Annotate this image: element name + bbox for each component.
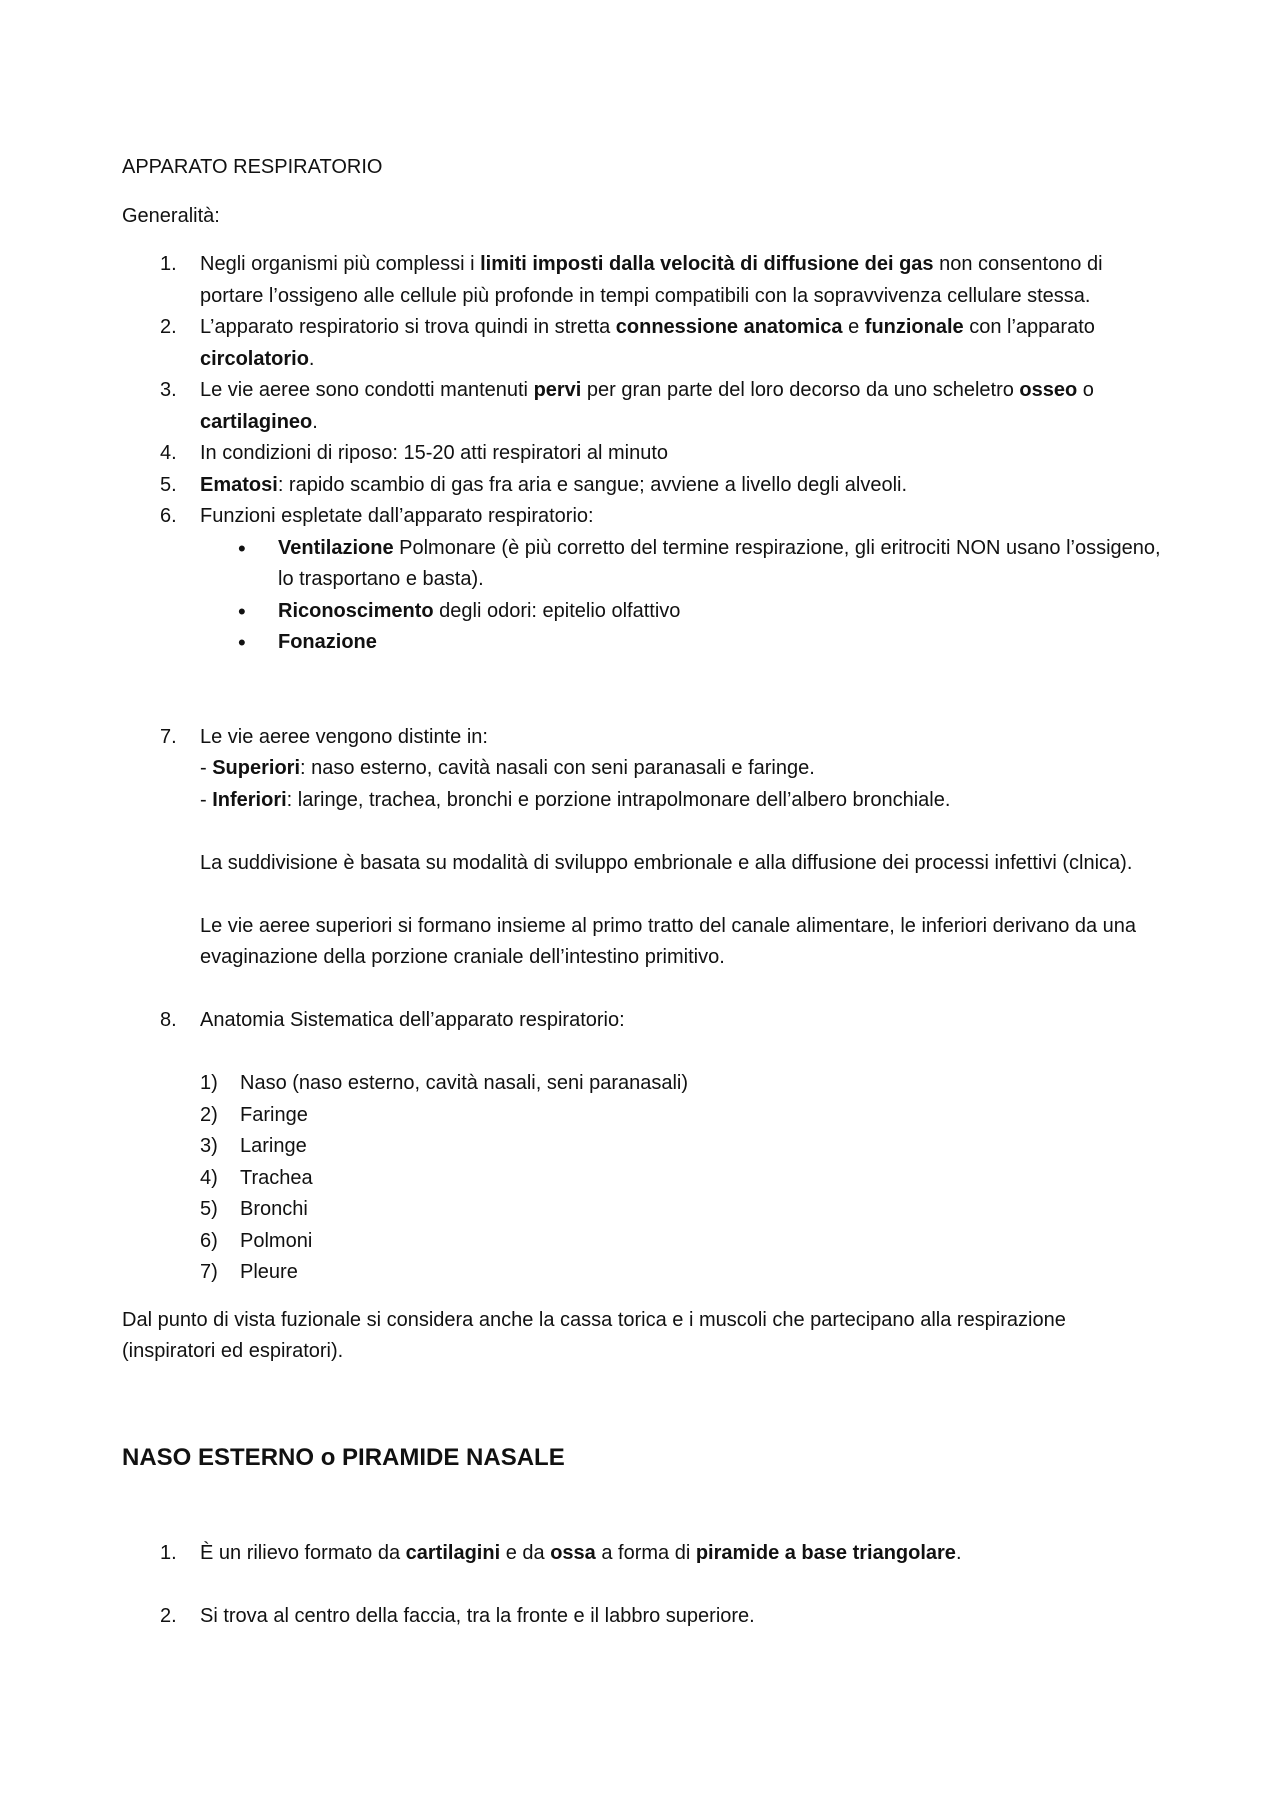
item-number: 1. xyxy=(160,1541,177,1564)
bullet-icon: • xyxy=(238,535,246,561)
item-number: 5. xyxy=(160,473,177,496)
document-title: APPARATO RESPIRATORIO xyxy=(122,156,383,178)
item-text xyxy=(200,379,1094,433)
item-number: 1. xyxy=(160,253,177,275)
bullet-item xyxy=(122,627,1162,659)
text-run: non consentono di portare l’ossigeno alle cellule più profonde in tempi compatibili con la sopravvivenza cellulare stessa. xyxy=(200,253,1103,307)
section2-list xyxy=(122,1538,1162,1633)
bold-text: Inferiori xyxy=(212,788,287,811)
anatomy-list-item xyxy=(122,1131,1162,1163)
text-run: con l’apparato xyxy=(963,316,1095,338)
spacer xyxy=(122,1478,1162,1538)
sub-text: Bronchi xyxy=(240,1198,308,1220)
bold-text: Fonazione xyxy=(278,631,377,653)
item-text xyxy=(200,474,907,496)
text-run: Polmonare (è più corretto del termine respirazione, gli eritrociti NON usano l’ossigeno, lo trasportano e basta). xyxy=(278,536,1161,590)
bullet-item xyxy=(122,596,1162,628)
item-text xyxy=(200,1605,755,1627)
airways-line xyxy=(122,753,1162,785)
generalita-list xyxy=(122,249,1162,1289)
item-number: 3. xyxy=(160,379,177,401)
airways-paragraph: Le vie aeree superiori si formano insieme al primo tratto del canale alimentare, le inferiori derivano da una evaginazione della porzione craniale dell’intestino primitivo. xyxy=(200,914,1137,968)
text-run: : laringe, trachea, bronchi e porzione intrapolmonare dell’albero bronchiale. xyxy=(286,788,951,811)
sub-text: Trachea xyxy=(240,1166,313,1189)
list-item xyxy=(122,249,1162,312)
item-number: 2. xyxy=(160,316,177,338)
bullet-icon: • xyxy=(238,598,246,624)
bold-text: funzionale xyxy=(864,316,964,338)
list-item xyxy=(122,470,1162,502)
text-run: o xyxy=(1077,379,1094,401)
item-number: 7. xyxy=(160,725,177,748)
text-run: per gran parte del loro decorso da uno scheletro xyxy=(581,379,1020,401)
item-text xyxy=(200,316,1095,370)
item-text xyxy=(200,253,1103,307)
bullet-text xyxy=(278,631,377,653)
bullet-text xyxy=(278,537,1161,591)
sub-text: Faringe xyxy=(240,1103,308,1126)
airways-paragraph: La suddivisione è basata su modalità di sviluppo embrionale e alla diffusione dei processi infettivi (clnica). xyxy=(200,851,1133,874)
list-item xyxy=(122,438,1162,470)
spacer xyxy=(122,816,1162,848)
anatomy-list-item xyxy=(122,1194,1162,1226)
bullet-icon: • xyxy=(238,630,246,655)
list-item xyxy=(122,722,1162,754)
sub-text: Laringe xyxy=(240,1135,307,1157)
bold-text: Ventilazione xyxy=(278,536,394,559)
list-item xyxy=(122,1538,1162,1570)
anatomy-list-item xyxy=(122,1068,1162,1100)
text-run: e da xyxy=(500,1541,551,1564)
bold-text: piramide a base triangolare xyxy=(695,1541,956,1564)
item-number: 6. xyxy=(160,505,177,527)
text-run: : rapido scambio di gas fra aria e sangue; avviene a livello degli alveoli. xyxy=(277,473,908,496)
list-item xyxy=(122,501,1162,533)
item-text xyxy=(200,505,594,527)
spacer xyxy=(122,1368,1162,1438)
sub-number: 3) xyxy=(200,1135,218,1157)
list-item xyxy=(122,1005,1162,1037)
text-run: . xyxy=(955,1541,962,1564)
functions-bullet-list xyxy=(122,533,1162,659)
list-item xyxy=(122,1601,1162,1633)
airways-line xyxy=(122,785,1162,817)
bold-text: ossa xyxy=(550,1541,596,1564)
spacer xyxy=(122,974,1162,1006)
text-run: L’apparato respiratorio si trova quindi in stretta xyxy=(200,316,616,338)
sub-text: Pleure xyxy=(240,1261,298,1283)
bold-text: Ematosi xyxy=(200,473,278,496)
closing-paragraph: Dal punto di vista fuzionale si considera anche la cassa torica e i muscoli che partecipano alla respirazione (inspiratori ed espiratori). xyxy=(122,1308,1066,1362)
text-run: . xyxy=(312,410,318,433)
sub-number: 5) xyxy=(200,1198,218,1220)
anatomy-list-item xyxy=(122,1163,1162,1195)
bold-text: osseo xyxy=(1019,379,1078,401)
item-number: 4. xyxy=(160,442,177,464)
generalita-label: Generalità: xyxy=(122,204,220,227)
bold-text: Riconoscimento xyxy=(278,599,434,622)
text-run: e xyxy=(842,316,865,338)
text-run: a forma di xyxy=(595,1541,696,1564)
list-item xyxy=(122,312,1162,375)
spacer xyxy=(122,659,1162,722)
anatomy-list-item xyxy=(122,1100,1162,1132)
spacer xyxy=(122,1569,1162,1601)
item-number: 2. xyxy=(160,1604,177,1627)
text-run: Le vie aeree sono condotti mantenuti xyxy=(200,379,534,401)
list-item xyxy=(122,375,1162,438)
anatomy-list xyxy=(122,1068,1162,1289)
text-run: Funzioni espletate dall’apparato respiratorio: xyxy=(200,505,594,527)
bold-text: Superiori xyxy=(212,757,301,779)
item-text xyxy=(200,442,668,464)
section-heading: NASO ESTERNO o PIRAMIDE NASALE xyxy=(122,1443,565,1471)
anatomy-list-item xyxy=(122,1257,1162,1289)
bold-text: circolatorio xyxy=(200,347,309,370)
item-text xyxy=(200,1542,962,1564)
bold-text: cartilagineo xyxy=(200,410,313,433)
text-run: - xyxy=(200,757,213,779)
anatomy-list-item xyxy=(122,1226,1162,1258)
text-run: Si trova al centro della faccia, tra la fronte e il labbro superiore. xyxy=(200,1604,755,1627)
text-run: degli odori: epitelio olfattivo xyxy=(433,599,681,622)
bold-text: cartilagini xyxy=(405,1541,501,1564)
sub-number: 1) xyxy=(200,1072,218,1094)
sub-number: 6) xyxy=(200,1229,218,1252)
sub-text: Naso (naso esterno, cavità nasali, seni paranasali) xyxy=(240,1072,689,1094)
sub-number: 2) xyxy=(200,1103,218,1126)
bold-text: connessione anatomica xyxy=(615,316,843,338)
sub-text: Polmoni xyxy=(240,1229,313,1252)
bold-text: pervi xyxy=(533,379,582,401)
item-number: 8. xyxy=(160,1009,177,1031)
sub-number: 7) xyxy=(200,1261,218,1283)
spacer xyxy=(122,1037,1162,1069)
bold-text: limiti imposti dalla velocità di diffusione dei gas xyxy=(480,253,934,275)
text-run: È un rilievo formato da xyxy=(200,1541,406,1564)
bullet-text xyxy=(278,600,680,622)
item-text: Le vie aeree vengono distinte in: xyxy=(200,725,488,748)
text-run: : naso esterno, cavità nasali con seni paranasali e faringe. xyxy=(300,757,815,779)
spacer xyxy=(122,879,1162,911)
text-run: In condizioni di riposo: 15-20 atti respiratori al minuto xyxy=(200,442,669,464)
sub-number: 4) xyxy=(200,1166,218,1189)
text-run: Negli organismi più complessi i xyxy=(200,253,481,275)
bullet-item xyxy=(122,533,1162,596)
document-page xyxy=(122,152,1162,1632)
text-run: . xyxy=(308,347,315,370)
text-run: - xyxy=(200,788,213,811)
item-text: Anatomia Sistematica dell’apparato respiratorio: xyxy=(200,1009,625,1031)
